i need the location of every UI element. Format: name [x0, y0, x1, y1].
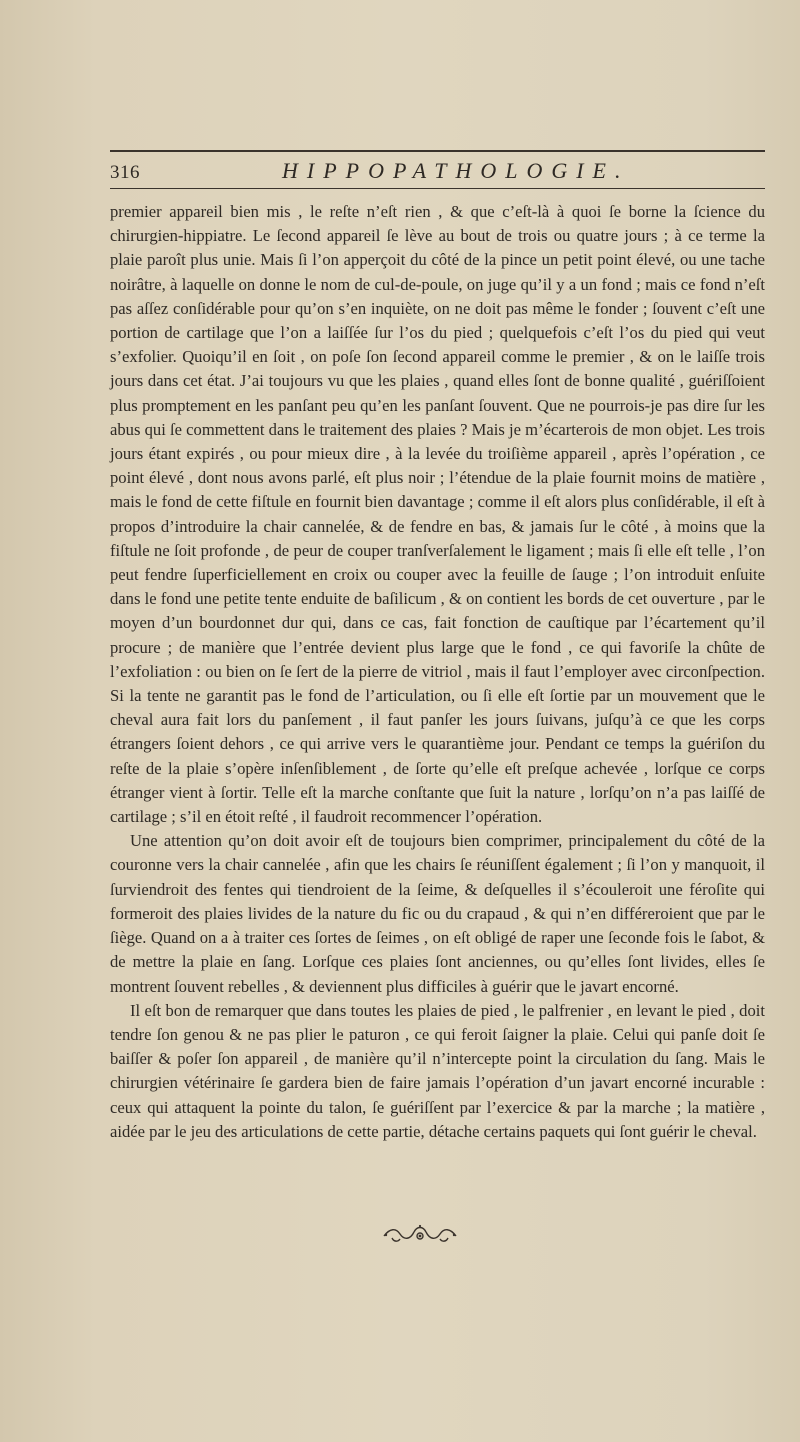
body-text: [110, 200, 765, 1144]
paragraph-2: Une attention qu’on doit avoir eſt de toujours bien comprimer, principalement du côté de la couronne vers la chair cannelée , afin que les chairs ſe réuniſſent également ; ſi l’on y manquoit, il ſurviendroit des fentes qui tiendroient de la ſeime, & deſquelles il s’écouleroit une féroſite qui formeroit des plaies livides de la nature du fic ou du crapaud , & qui n’en différeroient que par le ſiège. Quand on a à traiter ces ſortes de ſeimes , on eſt obligé de raper une ſeconde fois le ſabot, & de mettre la plaie en ſang. Lorſque ces plaies ſont anciennes, ou qu’elles ſont livides, elles ſe montrent ſouvent rebelles , & deviennent plus difficiles à guérir que le javart encorné.: [110, 831, 765, 996]
header-rule-top: [110, 150, 765, 152]
paragraph-1: premier appareil bien mis , le reſte n’eſt rien , & que c’eſt-là à quoi ſe borne la ſcience du chirurgien-hippiatre. Le ſecond appareil ſe lève au bout de trois ou quatre jours ; à ce terme la plaie paroît plus unie. Mais ſi l’on apperçoit du côté de la pince un petit point élevé, ou une tache noirâtre, à laquelle on donne le nom de cul-de-poule, on juge qu’il y a un fond ; mais ce fond n’eſt pas aſſez conſidérable pour qu’on s’en inquiète, on ne doit pas même le fonder ; ſouvent c’eſt une portion de cartilage que l’on a laiſſée ſur l’os du pied ; quelquefois c’eſt l’os du pied qui veut s’exfolier. Quoiqu’il en ſoit , on poſe ſon ſecond appareil comme le premier , & on le laiſſe trois jours dans cet état. J’ai toujours vu que les plaies , quand elles ſont de bonne qualité , guériſſoient plus promptement en les panſant peu qu’en les panſant ſouvent. Que ne pourrois-je pas dire ſur les abus qui ſe commettent dans le traitement des plaies ? Mais je m’écarterois de mon objet. Les trois jours étant expirés , ou pour mieux dire , à la levée du troiſième appareil , après l’opération , ce point élevé , dont nous avons parlé, eſt plus noir ; l’étendue de la plaie fournit moins de matière , mais le fond de cette fiſtule en fournit bien davantage ; comme il eſt alors plus conſidérable, il eſt à propos d’introduire la chair cannelée, & de fendre en bas, & jamais ſur le côté , à moins que la fiſtule ne ſoit profonde , de peur de couper tranſverſalement le ligament ; mais ſi elle eſt telle , l’on peut fendre ſuperficiellement en croix ou couper avec la feuille de ſauge ; l’on introduit enſuite dans le fond une petite tente enduite de baſilicum , & on contient les bords de cet ouverture , par le moyen d’un bourdonnet dur qui, dans ce cas, fait fonction de cauſtique par l’écartement qu’il procure ; de manière que l’entrée devient plus large que le fond , ce qui favoriſe la chûte de l’exfoliation : ou bien on ſe ſert de la pierre de vitriol , mais il faut l’employer avec circonſpection. Si la tente ne garantit pas le fond de l’articulation, ou ſi elle eſt ſortie par un mouvement que le cheval aura fait lors du panſement , il faut panſer les jours ſuivans, juſqu’à ce que les corps étrangers ſoient dehors , ce qui arrive vers le quarantième jour. Pendant ce temps la guériſon du reſte de la plaie s’opère inſenſiblement , de ſorte qu’elle eſt preſque achevée , lorſque ce corps étranger vient à ſortir. Telle eſt la marche conſtante que ſuit la nature , lorſqu’on n’a pas laiſſé de cartilage ; s’il en étoit reſté , il faudroit recommencer l’opération.: [110, 202, 765, 827]
paragraph-3: Il eſt bon de remarquer que dans toutes les plaies de pied , le palfrenier , en levant le pied , doit tendre ſon genou & ne pas plier le paturon , ce qui feroit ſaigner la plaie. Celui qui panſe doit ſe baiſſer & poſer ſon appareil , de manière qu’il n’intercepte point la circulation du ſang. Mais le chirurgien vétérinaire ſe gardera bien de faire jamais l’opération d’un javart encorné incurable : ceux qui attaquent la pointe du talon, ſe guériſſent par l’exercice & par la marche ; la matière , aidée par le jeu des articulations de cette partie, détache certains paquets qui ſont guérir le cheval.: [110, 1000, 765, 1141]
running-title: HIPPOPATHOLOGIE.: [282, 158, 630, 183]
fleuron-ornament-icon: [380, 1222, 460, 1246]
header-rule-bottom: [110, 188, 765, 189]
page-header: [110, 150, 765, 190]
page-number: 316: [110, 162, 140, 183]
